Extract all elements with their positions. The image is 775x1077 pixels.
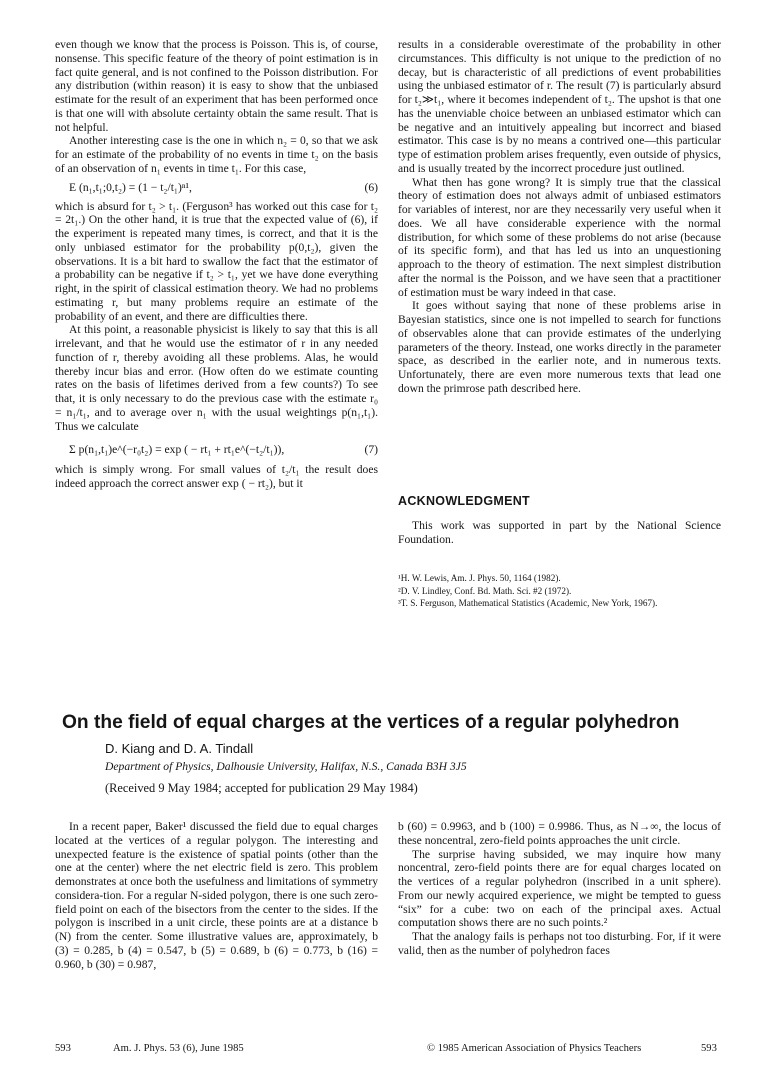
equation-number: (6) xyxy=(364,180,378,194)
paragraph: results in a considerable overestimate of the probability in other circumstances. This difficulty is not unique to the prediction of no decay, but is characteristic of all predictions of event probabilities using the unbiased estimator of r. The result (7) is particularly absurd for t₂≫t₁, where it becomes independent of t₂. The upshot is that one has the unenviable choice between an unbiased estimator which can be negative and an intuitively appealing but incorrect and biased estimator. This case is by no means a contrived one—this particular type of estimation problem arises frequently, even outside of physics, and is usually treated by the incorrect procedure just outlined. xyxy=(398,38,721,175)
equation-number: (7) xyxy=(364,443,378,457)
article-received-dates: (Received 9 May 1984; accepted for publication 29 May 1984) xyxy=(105,781,418,795)
article-title: On the field of equal charges at the vertices of a regular polyhedron xyxy=(62,712,680,733)
reference-item: ¹H. W. Lewis, Am. J. Phys. 50, 1164 (1982). xyxy=(398,573,561,583)
acknowledgment-text: This work was supported in part by the National Science Foundation. xyxy=(398,518,721,546)
equation-7 xyxy=(55,433,378,463)
acknowledgment-section xyxy=(398,495,721,546)
journal-citation: Am. J. Phys. 53 (6), June 1985 xyxy=(113,1043,244,1054)
new-article-right-column xyxy=(398,820,721,958)
article-authors: D. Kiang and D. A. Tindall xyxy=(105,741,254,756)
page-number-right: 593 xyxy=(701,1043,717,1054)
copyright-notice: © 1985 American Association of Physics Teachers xyxy=(427,1043,642,1054)
paragraph: That the analogy fails is perhaps not too disturbing. For, if it were valid, then as the number of polyhedron faces xyxy=(398,930,721,957)
paragraph: It goes without saying that none of these problems arise in Bayesian statistics, since one is not impelled to search for functions of observables alone that can provide estimates of the underlying parameters of the theory. Instead, one works directly in the parameter space, as described in the earlier note, and in numerous texts. Unfortunately, there are even more numerous texts that lead one down the primrose path described here. xyxy=(398,299,721,395)
paragraph: which is absurd for t₂ > t₁. (Ferguson³ has worked out this case for t₂ = 2t₁.) On the other hand, it is true that the expected value of (6), if the experiment is repeated many times, is correct, and that it is the only unbiased estimator for the probability p(0,t₂), given the observations. It is a bit hard to swallow the fact that the estimator of a probability can be negative if t₂ > t₁, yet we have done everything right, in the spirit of classical estimation theory. We had no problems estimating r, but many problems require an estimate of the probability of an event, and there are difficulties there. xyxy=(55,199,378,323)
paragraph: What then has gone wrong? It is simply true that the classical theory of estimation does not always admit of unbiased estimators for variables of interest, nor are they necessarily very useful when it does. We all have considerable experience with the normal distribution, for which some of these problems do not arise (because of its specific form), and that has led us into an unquestioning approach to the theory of estimation. The next simplest distribution after the normal is the Poisson, and we have seen that a practitioner of estimation must be wary indeed in that case. xyxy=(398,175,721,299)
paragraph: In a recent paper, Baker¹ discussed the field due to equal charges located at the vertices of a regular polygon. The interesting and unexpected feature is the existence of spatial points (other than the one at the center) where the net electric field is zero. This problem demonstrates at once both the usefulness and limitations of symmetry considera-tion. For a regular N-sided polygon, there is one such zero-field point on each of the bisectors from the center to the sides. If the polygon is inscribed in a unit circle, these points are at a distance b (N) from the center. Some illustrative values are, approximately, b (3) = 0.285, b (4) = 0.547, b (5) = 0.689, b (6) = 0.773, b (16) = 0.960, b (30) = 0.987, xyxy=(55,820,378,971)
equation-6 xyxy=(55,176,378,200)
paragraph: b (60) = 0.9963, and b (100) = 0.9986. Thus, as N→∞, the locus of these noncentral, zero-field points approaches the unit circle. xyxy=(398,820,721,847)
prev-article-right-column xyxy=(398,38,721,396)
reference-item: ³T. S. Ferguson, Mathematical Statistics (Academic, New York, 1967). xyxy=(398,598,658,609)
equation-text: E (n₁,t₁;0,t₂) = (1 − t₂/t₁)ⁿ¹, xyxy=(69,180,192,194)
new-article-left-column xyxy=(55,820,378,971)
article-affiliation: Department of Physics, Dalhousie University, Halifax, N.S., Canada B3H 3J5 xyxy=(105,760,467,773)
paragraph: which is simply wrong. For small values of t₂/t₁ the result does indeed approach the correct answer exp ( − rt₂), but it xyxy=(55,463,378,490)
paragraph: even though we know that the process is Poisson. This is, of course, nonsense. This specific feature of the theory of point estimation is in fact quite general, and is not confined to the Poisson distribution. For any distribution (within reason) it is easy to show that the unbiased estimate for the result of an experiment that has been performed once is that one will with absolute certainty obtain the same result. That is not helpful. xyxy=(55,38,378,134)
equation-text: Σ p(n₁,t₁)e^(−r₀t₂) = exp ( − rt₁ + rt₁e^(−t₂/t₁)), xyxy=(69,443,285,457)
prev-article-left-column xyxy=(55,38,378,491)
paragraph: Another interesting case is the one in which n₂ = 0, so that we ask for an estimate of the probability of no events in time t₂ on the basis of an observation of n₁ events in time t₁. For this case, xyxy=(55,134,378,175)
reference-item: ²D. V. Lindley, Conf. Bd. Math. Sci. #2 (1972). xyxy=(398,585,572,596)
references xyxy=(398,572,728,610)
paragraph: At this point, a reasonable physicist is likely to say that this is all irrelevant, and that he would use the estimator of r in any needed function of r, thereby avoiding all these problems. Alas, he would thereby incur bias and error. (How often do we estimate counting rates on the basis of lifetimes derived from a few counts?) To see that, it is only necessary to do the previous case with the estimate r₀ = n₁/t₁, and to average over n₁ with the usual weightings p(n₁,t₁). Thus we calculate xyxy=(55,323,378,433)
page-number-left: 593 xyxy=(55,1043,71,1054)
paragraph: The surprise having subsided, we may inquire how many noncentral, zero-field points there are for equal charges located on the vertices of a regular polyhedron (inscribed in a unit sphere). From our newly acquired experience, we might be tempted to guess “six” for a cube: two on each of the principal axes. Actual computation shows there are no such points.² xyxy=(398,847,721,930)
acknowledgment-heading: ACKNOWLEDGMENT xyxy=(398,494,530,508)
